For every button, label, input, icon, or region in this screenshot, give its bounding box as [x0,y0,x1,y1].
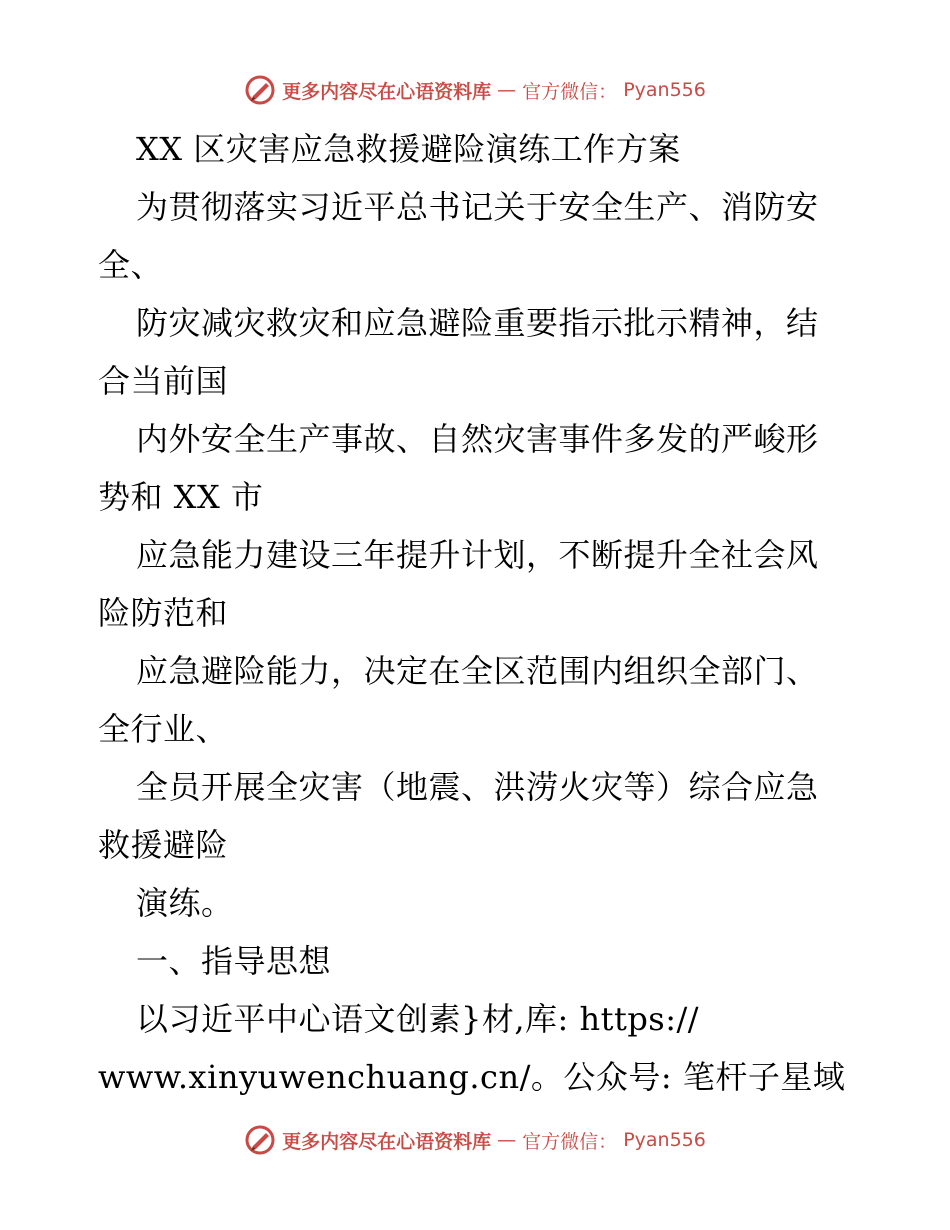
paragraph-line: 全员开展全灾害（地震、洪涝火灾等）综合应急 [136,768,819,806]
watermark-main-text: 更多内容尽在心语资料库 [282,1130,492,1153]
paragraph-line: 全、 [98,246,164,284]
paragraph-line: 应急能力建设三年提升计划，不断提升全社会风 [136,536,819,574]
paragraph-line: www.xinyuwenchuang.cn/。公众号: 笔杆子星域 [98,1058,846,1096]
pen-logo-icon [244,1124,276,1156]
paragraph-line: 以习近平中心语文创素}材,库: https:// [136,1000,700,1038]
paragraph-line: 内外安全生产事故、自然灾害事件多发的严峻形 [136,420,819,458]
watermark-account: Pyan556 [623,79,706,101]
header-watermark [0,70,950,110]
watermark-dash: — [497,1129,517,1151]
footer-watermark [0,1120,950,1160]
paragraph-line: 势和 XX 市 [98,478,264,516]
document-body [98,120,858,1106]
pen-logo-icon [244,74,276,106]
paragraph-line: 为贯彻落实习近平总书记关于安全生产、消防安 [136,188,819,226]
section-heading: 一、指导思想 [136,942,332,980]
paragraph-line: 演练。 [136,884,234,922]
watermark-label: 官方微信： [522,1130,618,1153]
paragraph-line: 合当前国 [98,362,229,400]
watermark-account: Pyan556 [623,1129,706,1151]
paragraph-line: 防灾减灾救灾和应急避险重要指示批示精神，结 [136,304,819,342]
paragraph-line: 应急避险能力，决定在全区范围内组织全部门、 [136,652,819,690]
watermark-dash: — [497,79,517,101]
paragraph-line: 全行业、 [98,710,229,748]
paragraph-line: 险防范和 [98,594,229,632]
watermark-main-text: 更多内容尽在心语资料库 [282,80,492,103]
paragraph-line: 救援避险 [98,826,229,864]
document-title: XX 区灾害应急救援避险演练工作方案 [136,130,681,168]
watermark-label: 官方微信： [522,80,618,103]
